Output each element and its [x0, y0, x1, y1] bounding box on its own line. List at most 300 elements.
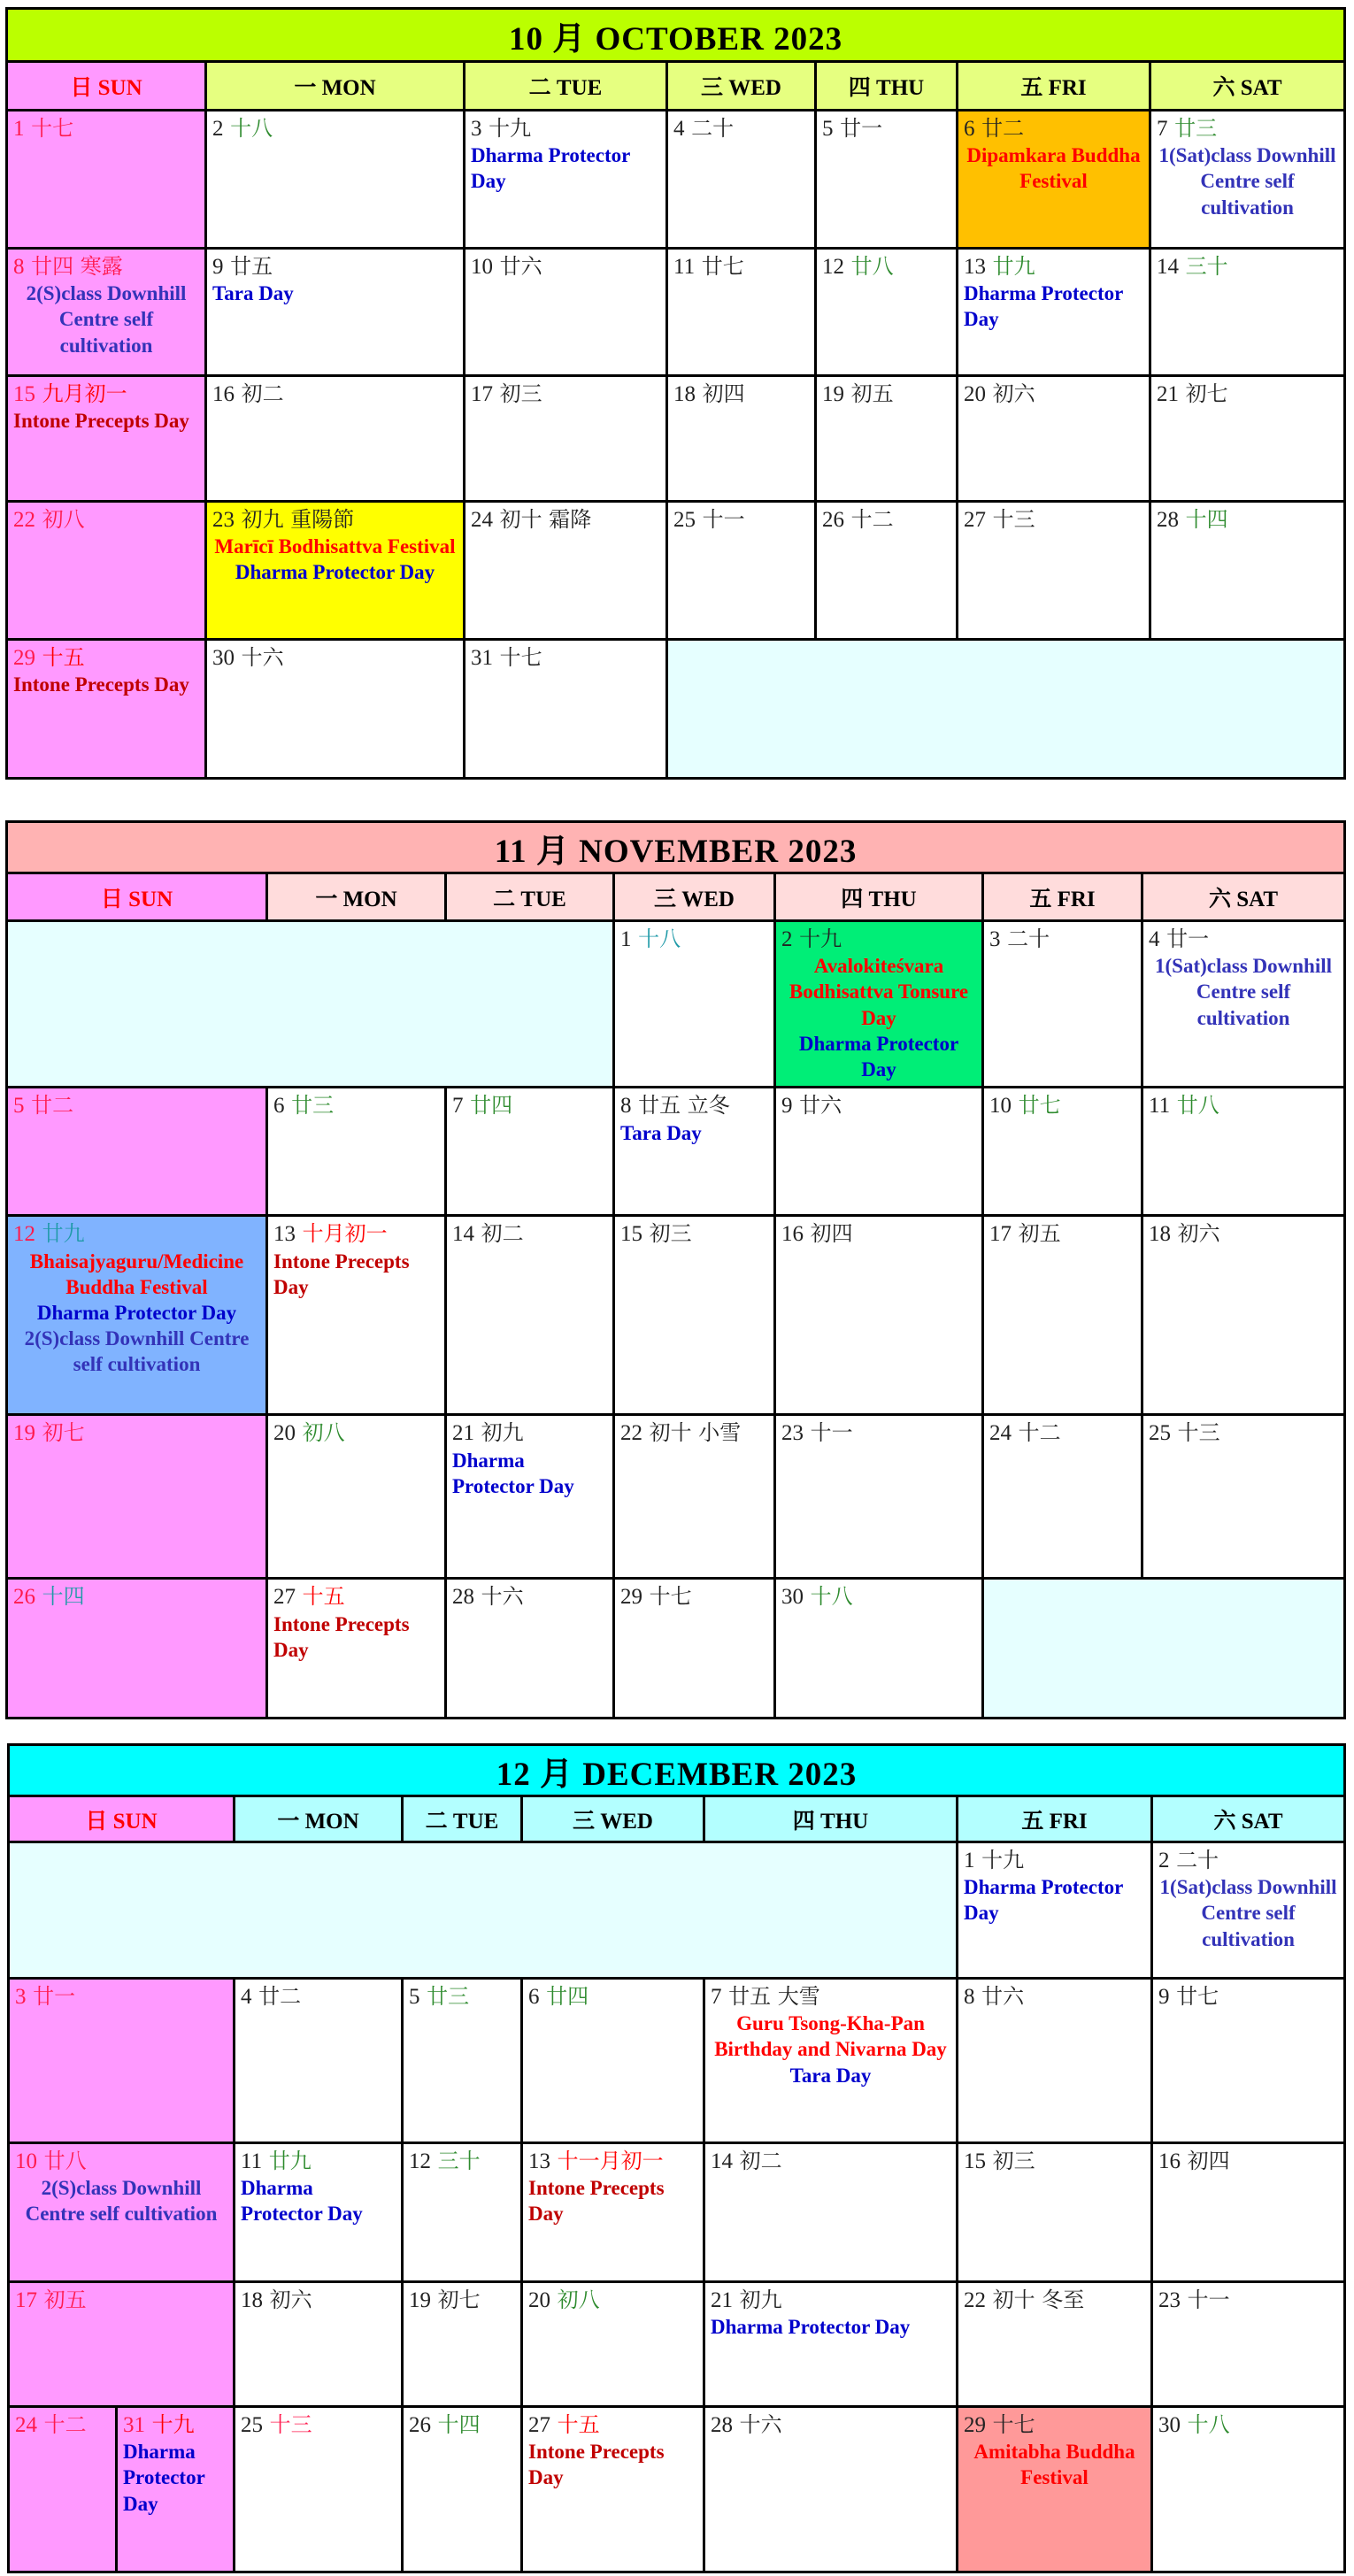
day-heading — [1158, 2287, 1338, 2314]
day-cell — [983, 1415, 1142, 1579]
day-number: 2 — [1158, 1849, 1170, 1872]
lunar-date: 廿七 — [1176, 1984, 1219, 2009]
lunar-date: 十八 — [810, 1584, 853, 1610]
event-label: Bhaisajyaguru/Medicine Buddha Festival — [29, 1250, 244, 1298]
day-number: 30 — [781, 1585, 804, 1610]
day-cell — [522, 2143, 704, 2282]
lunar-date: 初二 — [481, 1221, 524, 1247]
day-number: 28 — [1157, 508, 1179, 532]
day-cell — [816, 376, 958, 502]
lunar-date: 初五 — [850, 381, 894, 406]
day-cell — [614, 1216, 775, 1415]
lunar-date: 初六 — [992, 381, 1035, 406]
weekday-header: 五 FRI — [958, 1796, 1152, 1842]
day-heading — [241, 2411, 396, 2439]
day-cell — [1142, 1088, 1345, 1216]
lunar-date: 初八 — [302, 1420, 345, 1446]
day-number: 9 — [781, 1094, 793, 1119]
day-cell — [667, 111, 816, 249]
day-number: 9 — [212, 255, 224, 279]
lunar-date: 九月初一 — [42, 381, 127, 406]
day-number: 31 — [471, 646, 493, 670]
event-label: Dharma Protector Day — [711, 2316, 911, 2339]
day-cell — [9, 2282, 235, 2407]
lunar-date: 初八 — [557, 2288, 600, 2312]
day-cell — [816, 249, 958, 376]
day-cell — [206, 249, 465, 376]
lunar-date: 廿四 — [470, 1093, 513, 1119]
event-label: Tara Day — [789, 2064, 872, 2087]
lunar-date: 初四 — [702, 381, 745, 406]
day-heading — [964, 1983, 1145, 2011]
lunar-date: 十七 — [649, 1584, 692, 1610]
day-number: 21 — [452, 1421, 474, 1446]
event-label: Avalokiteśvara Bodhisattva Tonsure Day — [789, 955, 969, 1029]
day-cell — [958, 2282, 1152, 2407]
day-number: 18 — [673, 382, 696, 406]
weekday-header: 三 WED — [522, 1796, 704, 1842]
day-cell — [775, 921, 983, 1088]
day-cell — [704, 2407, 958, 2572]
day-cell — [667, 249, 816, 376]
day-cell — [775, 1216, 983, 1415]
day-number: 3 — [471, 117, 482, 141]
day-heading — [1158, 2411, 1338, 2439]
day-number: 1 — [964, 1849, 975, 1872]
lunar-date: 廿一 — [840, 116, 883, 141]
day-cell — [522, 1979, 704, 2143]
lunar-date: 初三 — [499, 381, 542, 406]
day-number: 18 — [1149, 1222, 1171, 1247]
lunar-date: 十一 — [702, 507, 745, 532]
lunar-date: 十二 — [43, 2412, 87, 2437]
lunar-date: 十三 — [992, 507, 1035, 532]
day-cell — [465, 502, 667, 640]
lunar-date: 廿二 — [31, 1093, 74, 1119]
lunar-date: 初六 — [269, 2288, 312, 2312]
day-heading — [452, 1220, 607, 1248]
lunar-date: 初六 — [1177, 1221, 1220, 1247]
day-cell — [7, 1088, 267, 1216]
day-heading — [989, 1092, 1135, 1119]
day-heading — [13, 1220, 260, 1248]
event-label: Dipamkara Buddha Festival — [966, 144, 1141, 193]
day-number: 12 — [822, 255, 844, 279]
day-number: 1 — [620, 927, 632, 951]
lunar-date: 廿四 寒露 — [31, 254, 123, 279]
day-cell — [1152, 2407, 1345, 2572]
day-cell — [614, 1088, 775, 1216]
day-number: 9 — [1158, 1985, 1170, 2009]
day-heading — [822, 506, 950, 534]
lunar-date: 十一 — [810, 1420, 853, 1446]
day-heading — [781, 1419, 976, 1447]
lunar-date: 初九 重陽節 — [241, 507, 355, 532]
empty-cell — [667, 640, 1345, 779]
weekday-header: 日 SUN — [7, 873, 267, 921]
event-label: Intone Precepts Day — [13, 410, 189, 433]
weekday-header: 一 MON — [206, 62, 465, 111]
event-label: Dharma Protector Day — [235, 561, 435, 584]
day-heading — [13, 381, 199, 408]
event-label: Intone Precepts Day — [528, 2177, 665, 2226]
day-number: 14 — [1157, 255, 1179, 279]
day-number: 4 — [673, 117, 685, 141]
event-label: Dharma Protector Day — [241, 2177, 363, 2226]
day-heading — [241, 2287, 396, 2314]
day-cell — [7, 1415, 267, 1579]
day-heading — [471, 115, 660, 142]
day-number: 10 — [471, 255, 493, 279]
day-cell — [465, 640, 667, 779]
day-number: 24 — [471, 508, 493, 532]
lunar-date: 廿六 — [499, 254, 542, 279]
day-heading — [781, 1220, 976, 1248]
lunar-date: 三十 — [437, 2149, 481, 2173]
day-number: 8 — [620, 1094, 632, 1119]
day-number: 26 — [409, 2413, 431, 2437]
day-heading — [409, 2287, 515, 2314]
day-heading — [212, 381, 458, 408]
day-heading — [1149, 1220, 1338, 1248]
day-heading — [13, 644, 199, 672]
lunar-date: 十五 — [557, 2412, 600, 2437]
day-cell — [704, 2282, 958, 2407]
day-heading — [989, 1220, 1135, 1248]
day-number: 27 — [528, 2413, 550, 2437]
lunar-date: 廿六 — [799, 1093, 842, 1119]
event-label: Tara Day — [620, 1121, 702, 1144]
lunar-date: 廿六 — [981, 1984, 1025, 2009]
day-heading — [273, 1583, 439, 1611]
event-label: Intone Precepts Day — [273, 1250, 410, 1298]
day-heading — [409, 2148, 515, 2175]
lunar-date: 初十 霜降 — [499, 507, 592, 532]
event-label: 2(S)class Downhill Centre self cultivation — [26, 282, 187, 357]
weekday-header: 二 TUE — [446, 873, 614, 921]
lunar-date: 十二 — [1018, 1420, 1061, 1446]
day-cell — [117, 2407, 235, 2572]
lunar-date: 初二 — [241, 381, 284, 406]
day-number: 5 — [13, 1094, 25, 1119]
day-heading — [212, 115, 458, 142]
weekday-header: 四 THU — [775, 873, 983, 921]
day-cell — [958, 2407, 1152, 2572]
day-number: 16 — [212, 382, 235, 406]
day-heading — [822, 115, 950, 142]
day-heading — [409, 1983, 515, 2011]
day-heading — [13, 1583, 260, 1611]
day-heading — [241, 2148, 396, 2175]
day-number: 15 — [620, 1222, 642, 1247]
day-heading — [1157, 381, 1338, 408]
day-number: 21 — [711, 2288, 733, 2312]
november-calendar — [5, 820, 1343, 1703]
lunar-date: 十六 — [241, 645, 284, 670]
day-number: 30 — [1158, 2413, 1181, 2437]
weekday-header: 四 THU — [704, 1796, 958, 1842]
day-heading — [620, 1583, 768, 1611]
day-cell — [958, 2143, 1152, 2282]
day-heading — [1158, 1983, 1338, 2011]
day-number: 7 — [711, 1985, 722, 2009]
day-cell — [267, 1088, 446, 1216]
month-title: 12 月 DECEMBER 2023 — [9, 1745, 1345, 1796]
day-heading — [123, 2411, 227, 2439]
event-label: Dharma Protector Day — [798, 1032, 959, 1081]
lunar-date: 十四 — [42, 1584, 85, 1610]
weekday-header: 四 THU — [816, 62, 958, 111]
lunar-date: 十七 — [31, 116, 74, 141]
lunar-date: 初九 — [739, 2288, 782, 2312]
day-heading — [1149, 1092, 1338, 1119]
day-cell — [816, 502, 958, 640]
day-cell — [403, 1979, 522, 2143]
lunar-date: 三十 — [1185, 254, 1228, 279]
day-number: 7 — [452, 1094, 464, 1119]
day-cell — [1142, 921, 1345, 1088]
event-label: Dharma Protector Day — [964, 282, 1123, 331]
day-heading — [212, 644, 458, 672]
day-cell — [7, 502, 206, 640]
day-heading — [15, 1983, 227, 2011]
day-heading — [452, 1419, 607, 1447]
lunar-date: 廿一 — [1166, 927, 1210, 951]
day-cell — [522, 2282, 704, 2407]
day-heading — [620, 1220, 768, 1248]
day-number: 27 — [964, 508, 986, 532]
event-label: Amitabha Buddha Festival — [973, 2441, 1135, 2489]
day-number: 12 — [409, 2149, 431, 2173]
day-cell — [1150, 502, 1345, 640]
day-cell — [704, 1979, 958, 2143]
day-number: 28 — [452, 1585, 474, 1610]
day-cell — [614, 1579, 775, 1719]
day-cell — [465, 376, 667, 502]
lunar-date: 初四 — [810, 1221, 853, 1247]
event-label: 1(Sat)class Downhill Centre self cultivation — [1158, 144, 1336, 219]
day-number: 17 — [471, 382, 493, 406]
day-heading — [212, 506, 458, 534]
day-number: 3 — [15, 1985, 27, 2009]
day-heading — [452, 1583, 607, 1611]
day-cell — [206, 111, 465, 249]
day-heading — [13, 115, 199, 142]
day-cell — [1142, 1415, 1345, 1579]
day-number: 24 — [989, 1421, 1012, 1446]
day-cell — [1152, 2282, 1345, 2407]
lunar-date: 十九 — [799, 927, 842, 951]
weekday-header: 日 SUN — [7, 62, 206, 111]
day-heading — [989, 926, 1135, 953]
day-cell — [614, 1415, 775, 1579]
day-heading — [673, 115, 809, 142]
day-number: 20 — [964, 382, 986, 406]
day-heading — [964, 506, 1143, 534]
day-number: 8 — [964, 1985, 975, 2009]
event-label: Dharma Protector Day — [36, 1301, 237, 1324]
event-label: 2(S)class Downhill Centre self cultivation — [24, 1327, 250, 1376]
empty-cell — [983, 1579, 1345, 1719]
day-heading — [409, 2411, 515, 2439]
day-heading — [15, 2411, 110, 2439]
day-cell — [446, 1415, 614, 1579]
day-cell — [775, 1088, 983, 1216]
event-label: 2(S)class Downhill Centre self cultivation — [25, 2177, 218, 2226]
lunar-date: 十六 — [739, 2412, 782, 2437]
lunar-date: 廿三 — [427, 1984, 470, 2009]
day-cell — [958, 1979, 1152, 2143]
lunar-date: 十月初一 — [302, 1221, 388, 1247]
day-heading — [13, 1092, 260, 1119]
day-cell — [704, 2143, 958, 2282]
day-cell — [7, 1216, 267, 1415]
day-cell — [446, 1579, 614, 1719]
lunar-date: 十二 — [850, 507, 894, 532]
day-number: 30 — [212, 646, 235, 670]
day-heading — [620, 1092, 768, 1119]
day-cell — [235, 2407, 403, 2572]
lunar-date: 廿七 — [1018, 1093, 1061, 1119]
day-number: 22 — [13, 508, 35, 532]
day-number: 24 — [15, 2413, 37, 2437]
day-heading — [273, 1220, 439, 1248]
day-cell — [9, 1979, 235, 2143]
lunar-date: 廿二 — [258, 1984, 302, 2009]
day-heading — [471, 506, 660, 534]
lunar-date: 廿九 — [992, 254, 1035, 279]
day-heading — [241, 1983, 396, 2011]
day-heading — [13, 1419, 260, 1447]
day-cell — [446, 1088, 614, 1216]
day-number: 10 — [15, 2149, 37, 2173]
day-number: 15 — [964, 2149, 986, 2173]
day-heading — [989, 1419, 1135, 1447]
weekday-header: 五 FRI — [958, 62, 1150, 111]
lunar-date: 十四 — [437, 2412, 481, 2437]
day-cell — [267, 1415, 446, 1579]
day-number: 22 — [620, 1421, 642, 1446]
day-number: 16 — [781, 1222, 804, 1247]
day-cell — [267, 1579, 446, 1719]
day-heading — [781, 1092, 976, 1119]
day-cell — [667, 502, 816, 640]
lunar-date: 廿二 — [981, 116, 1025, 141]
day-cell — [9, 2143, 235, 2282]
day-number: 20 — [528, 2288, 550, 2312]
day-cell — [816, 111, 958, 249]
day-cell — [403, 2282, 522, 2407]
day-heading — [781, 1583, 976, 1611]
day-cell — [522, 2407, 704, 2572]
lunar-date: 廿九 — [268, 2149, 312, 2173]
day-heading — [711, 2411, 950, 2439]
lunar-date: 初十 小雪 — [649, 1420, 742, 1446]
day-number: 23 — [781, 1421, 804, 1446]
lunar-date: 十七 — [499, 645, 542, 670]
lunar-date: 十九 — [981, 1848, 1025, 1872]
weekday-header: 六 SAT — [1150, 62, 1345, 111]
day-cell — [1142, 1216, 1345, 1415]
empty-cell — [9, 1842, 958, 1979]
day-heading — [471, 253, 660, 281]
day-number: 17 — [989, 1222, 1012, 1247]
lunar-date: 廿八 — [1176, 1093, 1219, 1119]
day-cell — [775, 1579, 983, 1719]
day-number: 4 — [1149, 927, 1160, 951]
event-label: 1(Sat)class Downhill Centre self cultivation — [1159, 1876, 1337, 1950]
day-number: 25 — [673, 508, 696, 532]
day-cell — [1150, 249, 1345, 376]
day-heading — [13, 506, 199, 534]
day-heading — [964, 2411, 1145, 2439]
day-number: 19 — [13, 1421, 35, 1446]
event-label: Intone Precepts Day — [13, 673, 189, 696]
day-number: 25 — [241, 2413, 263, 2437]
lunar-date: 十三 — [269, 2412, 312, 2437]
day-number: 14 — [452, 1222, 474, 1247]
day-cell — [983, 1088, 1142, 1216]
lunar-date: 廿四 — [546, 1984, 589, 2009]
day-number: 17 — [15, 2288, 37, 2312]
day-number: 16 — [1158, 2149, 1181, 2173]
day-heading — [673, 381, 809, 408]
day-number: 13 — [964, 255, 986, 279]
day-number: 1 — [13, 117, 25, 141]
day-heading — [781, 926, 976, 953]
december-calendar — [7, 1743, 1343, 2571]
day-number: 2 — [781, 927, 793, 951]
day-number: 29 — [964, 2413, 986, 2437]
day-number: 11 — [1149, 1094, 1171, 1119]
day-cell — [7, 249, 206, 376]
day-heading — [964, 2148, 1145, 2175]
lunar-date: 初五 — [1018, 1221, 1061, 1247]
day-heading — [964, 115, 1143, 142]
day-cell — [667, 376, 816, 502]
lunar-date: 廿五 — [230, 254, 273, 279]
day-heading — [964, 381, 1143, 408]
day-number: 19 — [409, 2288, 431, 2312]
lunar-date: 十八 — [638, 927, 681, 951]
lunar-date: 初十 冬至 — [992, 2288, 1085, 2312]
day-cell — [7, 640, 206, 779]
day-heading — [471, 381, 660, 408]
day-heading — [1157, 506, 1338, 534]
day-heading — [15, 2287, 227, 2314]
lunar-date: 初七 — [1185, 381, 1228, 406]
lunar-date: 初八 — [42, 507, 85, 532]
day-number: 11 — [673, 255, 696, 279]
day-heading — [1157, 253, 1338, 281]
day-number: 12 — [13, 1222, 35, 1247]
day-cell — [614, 921, 775, 1088]
day-number: 2 — [212, 117, 224, 141]
day-cell — [465, 111, 667, 249]
weekday-header: 日 SUN — [9, 1796, 235, 1842]
day-cell — [1150, 111, 1345, 249]
day-number: 15 — [13, 382, 35, 406]
day-cell — [983, 921, 1142, 1088]
day-cell — [958, 502, 1150, 640]
day-heading — [620, 926, 768, 953]
event-label: Tara Day — [212, 282, 294, 305]
event-label: Dharma Protector Day — [123, 2441, 205, 2515]
lunar-date: 廿五 大雪 — [728, 1984, 820, 2009]
day-heading — [528, 2411, 697, 2439]
day-cell — [983, 1216, 1142, 1415]
day-cell — [403, 2143, 522, 2282]
